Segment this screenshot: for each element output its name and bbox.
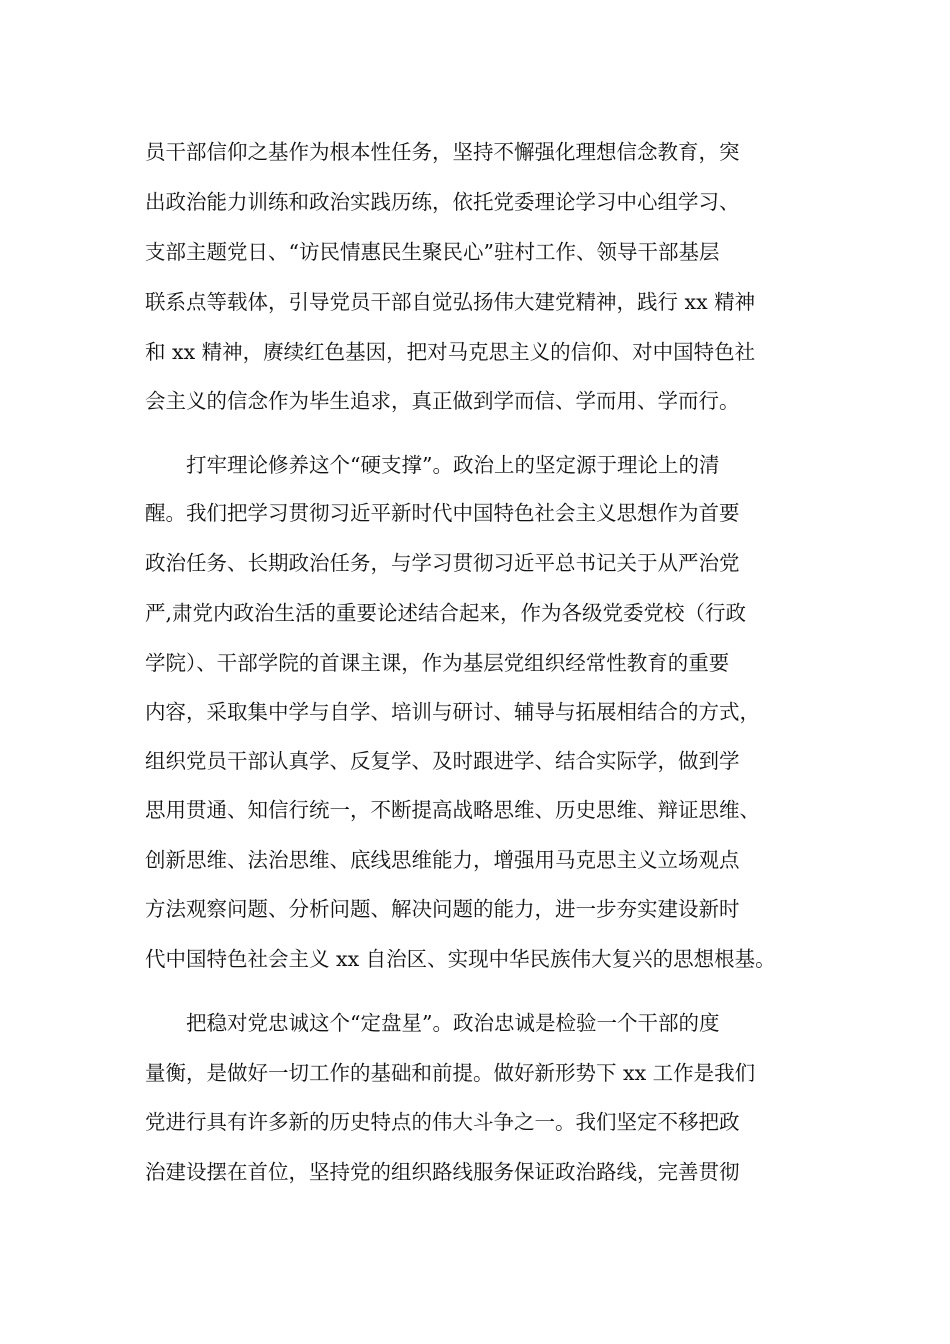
paragraph-2-line-2: 醒。我们把学习贯彻习近平新时代中国特色社会主义思想作为首要 <box>145 501 740 525</box>
paragraph-3-line-3: 党进行具有许多新的历史特点的伟大斗争之一。我们坚定不移把政 <box>145 1110 740 1134</box>
paragraph-2-line-10: 方法观察问题、分析问题、解决问题的能力，进一步夯实建设新时 <box>145 897 740 921</box>
paragraph-2-line-3: 政治任务、长期政治任务，与学习贯彻习近平总书记关于从严治党 <box>145 551 740 575</box>
paragraph-3-line-2: 量衡，是做好一切工作的基础和前提。做好新形势下 xx 工作是我们 <box>145 1061 756 1085</box>
paragraph-1-line-5: 和 xx 精神，赓续红色基因，把对马克思主义的信仰、对中国特色社 <box>145 340 756 364</box>
paragraph-1-line-6: 会主义的信念作为毕生追求，真正做到学而信、学而用、学而行。 <box>145 389 740 413</box>
paragraph-3-line-1: 把稳对党忠诚这个“定盘星”。政治忠诚是检验一个干部的度 <box>186 1011 720 1035</box>
paragraph-1-line-3: 支部主题党日、“访民情惠民生聚民心”驻村工作、领导干部基层 <box>145 240 720 264</box>
paragraph-2-line-4: 严,肃党内政治生活的重要论述结合起来，作为各级党委党校（行政 <box>145 601 747 625</box>
paragraph-2-line-11: 代中国特色社会主义 xx 自治区、实现中华民族伟大复兴的思想根基。 <box>145 947 776 971</box>
paragraph-1-line-4: 联系点等载体，引导党员干部自觉弘扬伟大建党精神，践行 xx 精神 <box>145 290 756 314</box>
paragraph-2-line-5: 学院）、干部学院的首课主课，作为基层党组织经常性教育的重要 <box>145 651 730 675</box>
paragraph-3-line-4: 治建设摆在首位，坚持党的组织路线服务保证政治路线，完善贯彻 <box>145 1160 740 1184</box>
paragraph-2-line-8: 思用贯通、知信行统一，不断提高战略思维、历史思维、辩证思维、 <box>145 798 760 822</box>
paragraph-2-line-9: 创新思维、法治思维、底线思维能力，增强用马克思主义立场观点 <box>145 848 740 872</box>
paragraph-2-line-1: 打牢理论修养这个“硬支撑”。政治上的坚定源于理论上的清 <box>186 453 720 477</box>
paragraph-2-line-6: 内容，采取集中学与自学、培训与研讨、辅导与拓展相结合的方式， <box>145 700 760 724</box>
paragraph-1-line-2: 出政治能力训练和政治实践历练，依托党委理论学习中心组学习、 <box>145 190 740 214</box>
paragraph-2-line-7: 组织党员干部认真学、反复学、及时跟进学、结合实际学，做到学 <box>145 749 740 773</box>
paragraph-1-line-1: 员干部信仰之基作为根本性任务，坚持不懈强化理想信念教育，突 <box>145 140 740 164</box>
